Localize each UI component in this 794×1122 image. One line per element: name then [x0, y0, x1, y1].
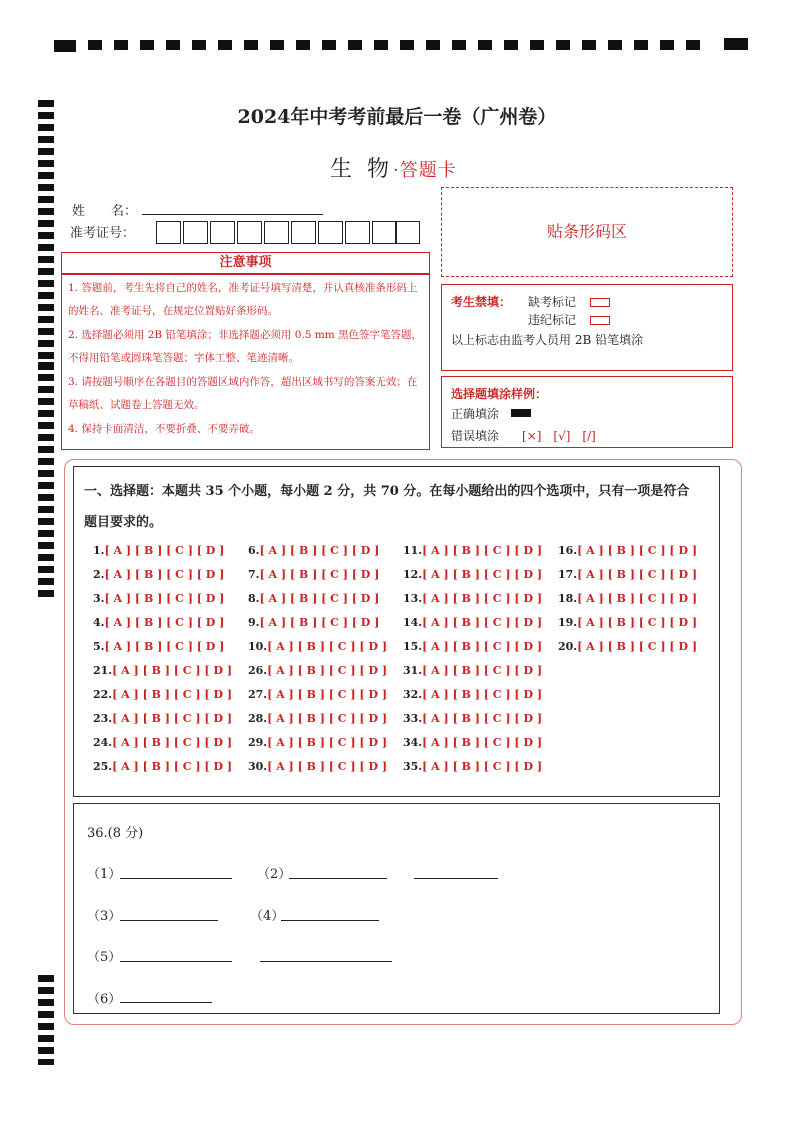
question-number: 25.	[93, 760, 113, 773]
question-number: 9.	[248, 616, 260, 629]
timing-mark	[192, 40, 206, 50]
choice-question	[403, 616, 542, 629]
timing-mark	[530, 40, 544, 50]
choice-question	[93, 688, 232, 701]
question-number: 27.	[248, 688, 268, 701]
choice-question	[403, 688, 542, 701]
id-box[interactable]	[264, 221, 289, 244]
question-number: 34.	[403, 736, 423, 749]
timing-mark	[88, 40, 102, 50]
name-field[interactable]	[142, 214, 323, 215]
timing-mark	[244, 40, 258, 50]
fill-section	[73, 803, 720, 1014]
choice-question	[248, 760, 387, 773]
choice-question	[93, 640, 224, 653]
answer-options[interactable]: [ A ] [ B ] [ C ] [ D ]	[267, 712, 388, 725]
timing-mark	[322, 40, 336, 50]
timing-mark	[270, 40, 284, 50]
answer-options[interactable]: [ A ] [ B ] [ C ] [ D ]	[577, 592, 698, 605]
question-number: 13.	[403, 592, 423, 605]
answer-options[interactable]: [ A ] [ B ] [ C ] [ D ]	[267, 664, 388, 677]
choice-question	[248, 736, 387, 749]
answer-options[interactable]: [ A ] [ B ] [ C ] [ D ]	[259, 592, 380, 605]
id-box[interactable]	[345, 221, 370, 244]
choice-question	[93, 616, 224, 629]
timing-mark	[582, 40, 596, 50]
question-number: 31.	[403, 664, 423, 677]
exam-title: 2024年中考考前最后一卷（广州卷）	[237, 106, 557, 128]
answer-options[interactable]: [ A ] [ B ] [ C ] [ D ]	[104, 592, 225, 605]
answer-options[interactable]: [ A ] [ B ] [ C ] [ D ]	[577, 616, 698, 629]
id-box[interactable]	[156, 221, 181, 244]
question-number: 32.	[403, 688, 423, 701]
choice-question	[248, 544, 379, 557]
question-number: 22.	[93, 688, 113, 701]
question-number: 7.	[248, 568, 260, 581]
choice-question	[248, 664, 387, 677]
question-number: 18.	[558, 592, 578, 605]
absent-mark[interactable]	[590, 298, 610, 307]
question-number: 20.	[558, 640, 578, 653]
answer-options[interactable]: [ A ] [ B ] [ C ] [ D ]	[422, 616, 543, 629]
answer-options[interactable]: [ A ] [ B ] [ C ] [ D ]	[259, 616, 380, 629]
choice-question	[403, 592, 542, 605]
choice-question	[403, 712, 542, 725]
timing-mark	[634, 40, 648, 50]
answer-options[interactable]: [ A ] [ B ] [ C ] [ D ]	[259, 568, 380, 581]
choice-question	[248, 592, 379, 605]
choice-question	[558, 616, 697, 629]
answer-options[interactable]: [ A ] [ B ] [ C ] [ D ]	[422, 760, 543, 773]
section1-heading-line1: 一、选择题：本题共 35 个小题，每小题 2 分，共 70 分。在每小题给出的四个选项中，只有一项是符合	[84, 484, 690, 499]
timing-mark	[426, 40, 440, 50]
choice-question	[558, 568, 697, 581]
timing-mark	[724, 38, 748, 50]
choice-question	[403, 568, 542, 581]
answer-options[interactable]: [ A ] [ B ] [ C ] [ D ]	[112, 760, 233, 773]
question-number: 26.	[248, 664, 268, 677]
question-number: 29.	[248, 736, 268, 749]
timing-mark	[140, 40, 154, 50]
timing-mark	[660, 40, 674, 50]
question-number: 8.	[248, 592, 260, 605]
id-box[interactable]	[291, 221, 316, 244]
choice-question	[93, 592, 224, 605]
answer-options[interactable]: [ A ] [ B ] [ C ] [ D ]	[267, 760, 388, 773]
q36-heading: 36.(8 分)	[87, 826, 144, 841]
answer-options[interactable]: [ A ] [ B ] [ C ] [ D ]	[112, 712, 233, 725]
choice-question	[93, 544, 224, 557]
question-number: 35.	[403, 760, 423, 773]
answer-line[interactable]	[289, 878, 387, 879]
answer-options[interactable]: [ A ] [ B ] [ C ] [ D ]	[422, 568, 543, 581]
q36-part-label: （5）	[87, 950, 122, 965]
notice-box	[61, 274, 430, 450]
answer-line[interactable]	[260, 961, 392, 962]
absent-label	[528, 293, 610, 310]
timing-mark	[166, 40, 180, 50]
question-number: 28.	[248, 712, 268, 725]
violation-label	[528, 311, 610, 328]
answer-options[interactable]: [ A ] [ B ] [ C ] [ D ]	[112, 688, 233, 701]
choice-question	[403, 736, 542, 749]
answer-options[interactable]: [ A ] [ B ] [ C ] [ D ]	[422, 592, 543, 605]
id-box[interactable]	[183, 221, 208, 244]
answer-line[interactable]	[120, 961, 232, 962]
answer-options[interactable]: [ A ] [ B ] [ C ] [ D ]	[422, 640, 543, 653]
answer-line[interactable]	[281, 920, 379, 921]
left-timing-strip	[38, 975, 54, 1065]
question-number: 4.	[93, 616, 105, 629]
section1-heading-line2: 题目要求的。	[84, 515, 163, 530]
answer-options[interactable]: [ A ] [ B ] [ C ] [ D ]	[422, 736, 543, 749]
choice-question	[93, 712, 232, 725]
answer-line[interactable]	[120, 920, 218, 921]
notice-heading: 注意事项	[61, 252, 430, 274]
answer-options[interactable]: [ A ] [ B ] [ C ] [ D ]	[267, 688, 388, 701]
question-number: 15.	[403, 640, 423, 653]
question-number: 1.	[93, 544, 105, 557]
choice-question	[248, 712, 387, 725]
id-box[interactable]	[372, 221, 397, 244]
question-number: 10.	[248, 640, 268, 653]
answer-options[interactable]: [ A ] [ B ] [ C ] [ D ]	[259, 544, 380, 557]
choice-question	[403, 640, 542, 653]
correct-fill-sample	[511, 409, 531, 417]
choice-section	[73, 466, 720, 797]
question-number: 30.	[248, 760, 268, 773]
answer-options[interactable]: [ A ] [ B ] [ C ] [ D ]	[104, 568, 225, 581]
violation-mark[interactable]	[590, 316, 610, 325]
answer-options[interactable]: [ A ] [ B ] [ C ] [ D ]	[422, 544, 543, 557]
banned-note: 以上标志由监考人员用 2B 铅笔填涂	[451, 333, 644, 347]
question-number: 23.	[93, 712, 113, 725]
q36-part-label: （4）	[250, 909, 285, 924]
choice-question	[248, 640, 387, 653]
violation-text: 违纪标记	[528, 313, 577, 327]
answer-options[interactable]: [ A ] [ B ] [ C ] [ D ]	[577, 568, 698, 581]
name-label: 姓 名：	[72, 204, 138, 219]
answer-options[interactable]: [ A ] [ B ] [ C ] [ D ]	[267, 736, 388, 749]
choice-question	[93, 736, 232, 749]
choice-question	[248, 616, 379, 629]
question-number: 16.	[558, 544, 578, 557]
question-number: 2.	[93, 568, 105, 581]
notice-item: 3. 请按题号顺序在各题目的答题区域内作答，超出区域书写的答案无效；在草稿纸、试题卷上答题无效。	[68, 376, 418, 411]
timing-mark	[478, 40, 492, 50]
left-timing-strip	[38, 362, 54, 600]
timing-mark	[54, 40, 76, 52]
answer-options[interactable]: [ A ] [ B ] [ C ] [ D ]	[422, 712, 543, 725]
timing-mark	[686, 40, 700, 50]
correct-label: 正确填涂	[451, 407, 500, 421]
timing-mark	[114, 40, 128, 50]
answer-options[interactable]: [ A ] [ B ] [ C ] [ D ]	[267, 640, 388, 653]
question-number: 12.	[403, 568, 423, 581]
answer-line[interactable]	[120, 1002, 212, 1003]
q36-part-label: （6）	[87, 992, 122, 1007]
question-number: 21.	[93, 664, 113, 677]
choice-question	[248, 568, 379, 581]
answer-options[interactable]: [ A ] [ B ] [ C ] [ D ]	[104, 640, 225, 653]
timing-mark	[608, 40, 622, 50]
q36-part-label: （1）	[87, 867, 122, 882]
q36-part-label: （2）	[257, 867, 292, 882]
timing-mark	[400, 40, 414, 50]
choice-question	[248, 688, 387, 701]
choice-question	[558, 544, 697, 557]
left-timing-strip	[38, 100, 54, 370]
choice-question	[403, 664, 542, 677]
timing-mark	[348, 40, 362, 50]
subject-title	[330, 152, 457, 183]
id-box[interactable]	[318, 221, 343, 244]
id-box[interactable]	[210, 221, 235, 244]
choice-question	[93, 664, 232, 677]
banned-label: 考生禁填：	[451, 295, 512, 309]
timing-mark	[374, 40, 388, 50]
notice-item: 2. 选择题必须用 2B 铅笔填涂；非选择题必须用 0.5 mm 黑色签字笔答题，不得用铅笔或圆珠笔答题；字体工整、笔迹清晰。	[68, 329, 423, 364]
question-number: 14.	[403, 616, 423, 629]
notice-item: 1. 答题前，考生先将自己的姓名，准考证号填写清楚，并认真核准条形码上的姓名、准考证号，在规定位置贴好条形码。	[68, 282, 418, 317]
wrong-marks: [×] [√] [/]	[522, 429, 596, 443]
answer-line[interactable]	[414, 878, 498, 879]
answer-options[interactable]: [ A ] [ B ] [ C ] [ D ]	[422, 664, 543, 677]
choice-question	[403, 760, 542, 773]
choice-question	[93, 568, 224, 581]
q36-part-label: （3）	[87, 909, 122, 924]
timing-mark	[504, 40, 518, 50]
choice-question	[93, 760, 232, 773]
answer-options[interactable]: [ A ] [ B ] [ C ] [ D ]	[577, 544, 698, 557]
choice-question	[558, 592, 697, 605]
question-number: 17.	[558, 568, 578, 581]
answer-options[interactable]: [ A ] [ B ] [ C ] [ D ]	[104, 616, 225, 629]
wrong-label: 错误填涂	[451, 429, 500, 443]
choice-question	[403, 544, 542, 557]
answer-options[interactable]: [ A ] [ B ] [ C ] [ D ]	[112, 736, 233, 749]
question-number: 5.	[93, 640, 105, 653]
answer-options[interactable]: [ A ] [ B ] [ C ] [ D ]	[577, 640, 698, 653]
absent-text: 缺考标记	[528, 295, 577, 309]
timing-mark	[556, 40, 570, 50]
answer-options[interactable]: [ A ] [ B ] [ C ] [ D ]	[104, 544, 225, 557]
question-number: 33.	[403, 712, 423, 725]
subject-name: 生 物	[330, 157, 393, 182]
id-box[interactable]	[395, 221, 420, 244]
banned-box	[441, 284, 733, 371]
sample-label: 选择题填涂样例：	[451, 387, 548, 401]
question-number: 6.	[248, 544, 260, 557]
notice-item: 4. 保持卡面清洁，不要折叠、不要弄破。	[68, 423, 260, 435]
question-number: 3.	[93, 592, 105, 605]
answer-options[interactable]: [ A ] [ B ] [ C ] [ D ]	[422, 688, 543, 701]
id-box[interactable]	[237, 221, 262, 244]
timing-mark	[452, 40, 466, 50]
choice-question	[558, 640, 697, 653]
answer-line[interactable]	[120, 878, 232, 879]
timing-mark	[296, 40, 310, 50]
question-number: 11.	[403, 544, 423, 557]
subject-suffix: ·答题卡	[393, 160, 457, 181]
id-label: 准考证号：	[70, 226, 136, 241]
timing-mark	[218, 40, 232, 50]
barcode-area: 贴条形码区	[441, 187, 733, 277]
question-number: 24.	[93, 736, 113, 749]
sample-box	[441, 376, 733, 448]
answer-options[interactable]: [ A ] [ B ] [ C ] [ D ]	[112, 664, 233, 677]
question-number: 19.	[558, 616, 578, 629]
